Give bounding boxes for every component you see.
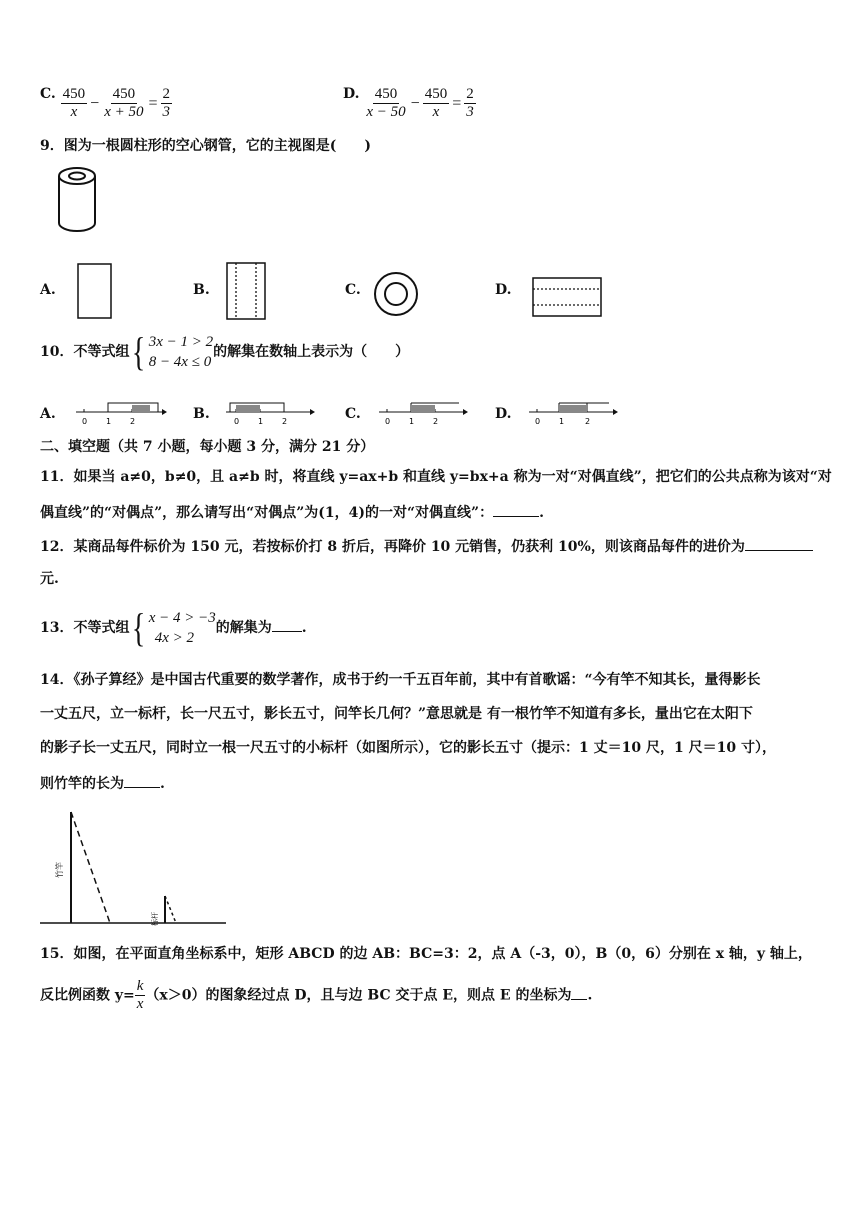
q9-option-b-label[interactable]: B. <box>193 282 210 298</box>
answer-blank[interactable] <box>272 617 302 632</box>
q9-option-c-figure[interactable] <box>370 268 422 320</box>
q15-line1: 15．如图，在平面直角坐标系中，矩形 ABCD 的边 AB：BC=3：2，点 A（-3，0），B（0，6）分别在 x 轴，y 轴上， <box>40 946 812 962</box>
inequality-system: x − 4 > −3 4x > 2 <box>148 610 216 646</box>
q8-option-c[interactable] <box>40 84 172 121</box>
inequality-system: 3x − 1 > 2 8 − 4x ≤ 0 <box>148 334 214 370</box>
q12-line2: 元. <box>40 571 59 587</box>
q10-stem: 10．不等式组{ 3x − 1 > 2 8 − 4x ≤ 0 的解集在数轴上表示为（ ） <box>40 329 410 374</box>
svg-text:1: 1 <box>559 417 565 426</box>
q14-line1: 14．《孙子算经》是中国古代重要的数学著作，成书于约一千五百年前，其中有首歌谣：“今有竿不知其长，量得影长 <box>40 672 761 688</box>
svg-text:2: 2 <box>585 417 591 426</box>
fraction-equation: $\frac{450}{x - 50}$ − $\frac{450}{x}$ = $\frac{2}{3}$ <box>366 86 474 120</box>
svg-text:0: 0 <box>535 417 541 426</box>
q14-line4: 则竹竿的长为 . <box>40 773 165 794</box>
svg-text:0: 0 <box>234 417 240 426</box>
q10-option-c-numberline[interactable] <box>375 396 470 428</box>
q9-option-d-figure[interactable] <box>528 274 606 320</box>
q11-line1: 11．如果当 a≠0，b≠0，且 a≠b 时，将直线 y=ax+b 和直线 y=bx+a 称为一对“对偶直线”，把它们的公共点称为该对“对 <box>40 469 832 485</box>
hollow-cylinder-figure <box>50 165 105 237</box>
bamboo-shadow-figure <box>38 808 230 928</box>
q8-option-d[interactable] <box>343 84 476 121</box>
q13-stem: 13．不等式组{ x − 4 > −3 4x > 2 的解集为 . <box>40 605 307 650</box>
q10-option-a-numberline[interactable] <box>72 396 167 428</box>
svg-text:2: 2 <box>282 417 288 426</box>
svg-text:2: 2 <box>433 417 439 426</box>
svg-text:1: 1 <box>258 417 264 426</box>
q9-option-d-label[interactable]: D. <box>495 282 512 298</box>
answer-blank[interactable] <box>124 773 160 788</box>
k-over-x-fraction: $\frac{k}{x}$ <box>136 978 144 1012</box>
svg-text:1: 1 <box>106 417 112 426</box>
svg-text:0: 0 <box>82 417 88 426</box>
q10-option-d-label[interactable]: D. <box>495 406 512 422</box>
q9-option-b-figure[interactable] <box>222 260 272 322</box>
svg-text:2: 2 <box>130 417 136 426</box>
q10-option-d-numberline[interactable] <box>525 396 620 428</box>
q10-option-b-numberline[interactable] <box>222 396 317 428</box>
q9-option-c-label[interactable]: C. <box>345 282 361 298</box>
fraction-equation: $\frac{450}{x}$ − $\frac{450}{x + 50}$ = $\frac{2}{3}$ <box>62 86 170 120</box>
q14-line3: 的影子长一丈五尺，同时立一根一尺五寸的小标杆（如图所示），它的影长五寸（提示：1 丈＝10 尺，1 尺＝10 寸）， <box>40 740 776 756</box>
option-label: C. <box>40 86 56 102</box>
svg-text:1: 1 <box>409 417 415 426</box>
q15-line2: 反比例函数 y= $\frac{k}{x}$ （x＞0）的图象经过点 D，且与边 BC 交于点 E，则点 E 的坐标为 . <box>40 978 593 1012</box>
q10-option-a-label[interactable]: A. <box>40 406 56 422</box>
q14-line2: 一丈五尺，立一标杆，长一尺五寸，影长五寸，问竿长几何？”意思就是 有一根竹竿不知道有多长，量出它在太阳下 <box>40 706 753 722</box>
answer-blank[interactable] <box>571 985 587 1000</box>
q9-option-a-label[interactable]: A. <box>40 282 56 298</box>
q12-line1: 12．某商品每件标价为 150 元，若按标价打 8 折后，再降价 10 元销售，仍获利 10%，则该商品每件的进价为 <box>40 536 813 557</box>
answer-blank[interactable] <box>493 502 539 517</box>
answer-blank[interactable] <box>745 536 813 551</box>
q11-line2: 偶直线”的“对偶点”，那么请写出“对偶点”为(1，4)的一对“对偶直线”： . <box>40 502 544 523</box>
marker-label: 标杆 <box>151 912 159 926</box>
q10-option-c-label[interactable]: C. <box>345 406 361 422</box>
q9-option-a-figure[interactable] <box>70 260 120 322</box>
q9-stem: 9．图为一根圆柱形的空心钢管，它的主视图是( ) <box>40 138 371 154</box>
q10-option-b-label[interactable]: B. <box>193 406 210 422</box>
pole-label: 竹竿 <box>55 862 64 878</box>
section-heading: 二、填空题（共 7 小题，每小题 3 分，满分 21 分） <box>40 439 375 455</box>
option-label: D. <box>343 86 360 102</box>
svg-text:0: 0 <box>385 417 391 426</box>
